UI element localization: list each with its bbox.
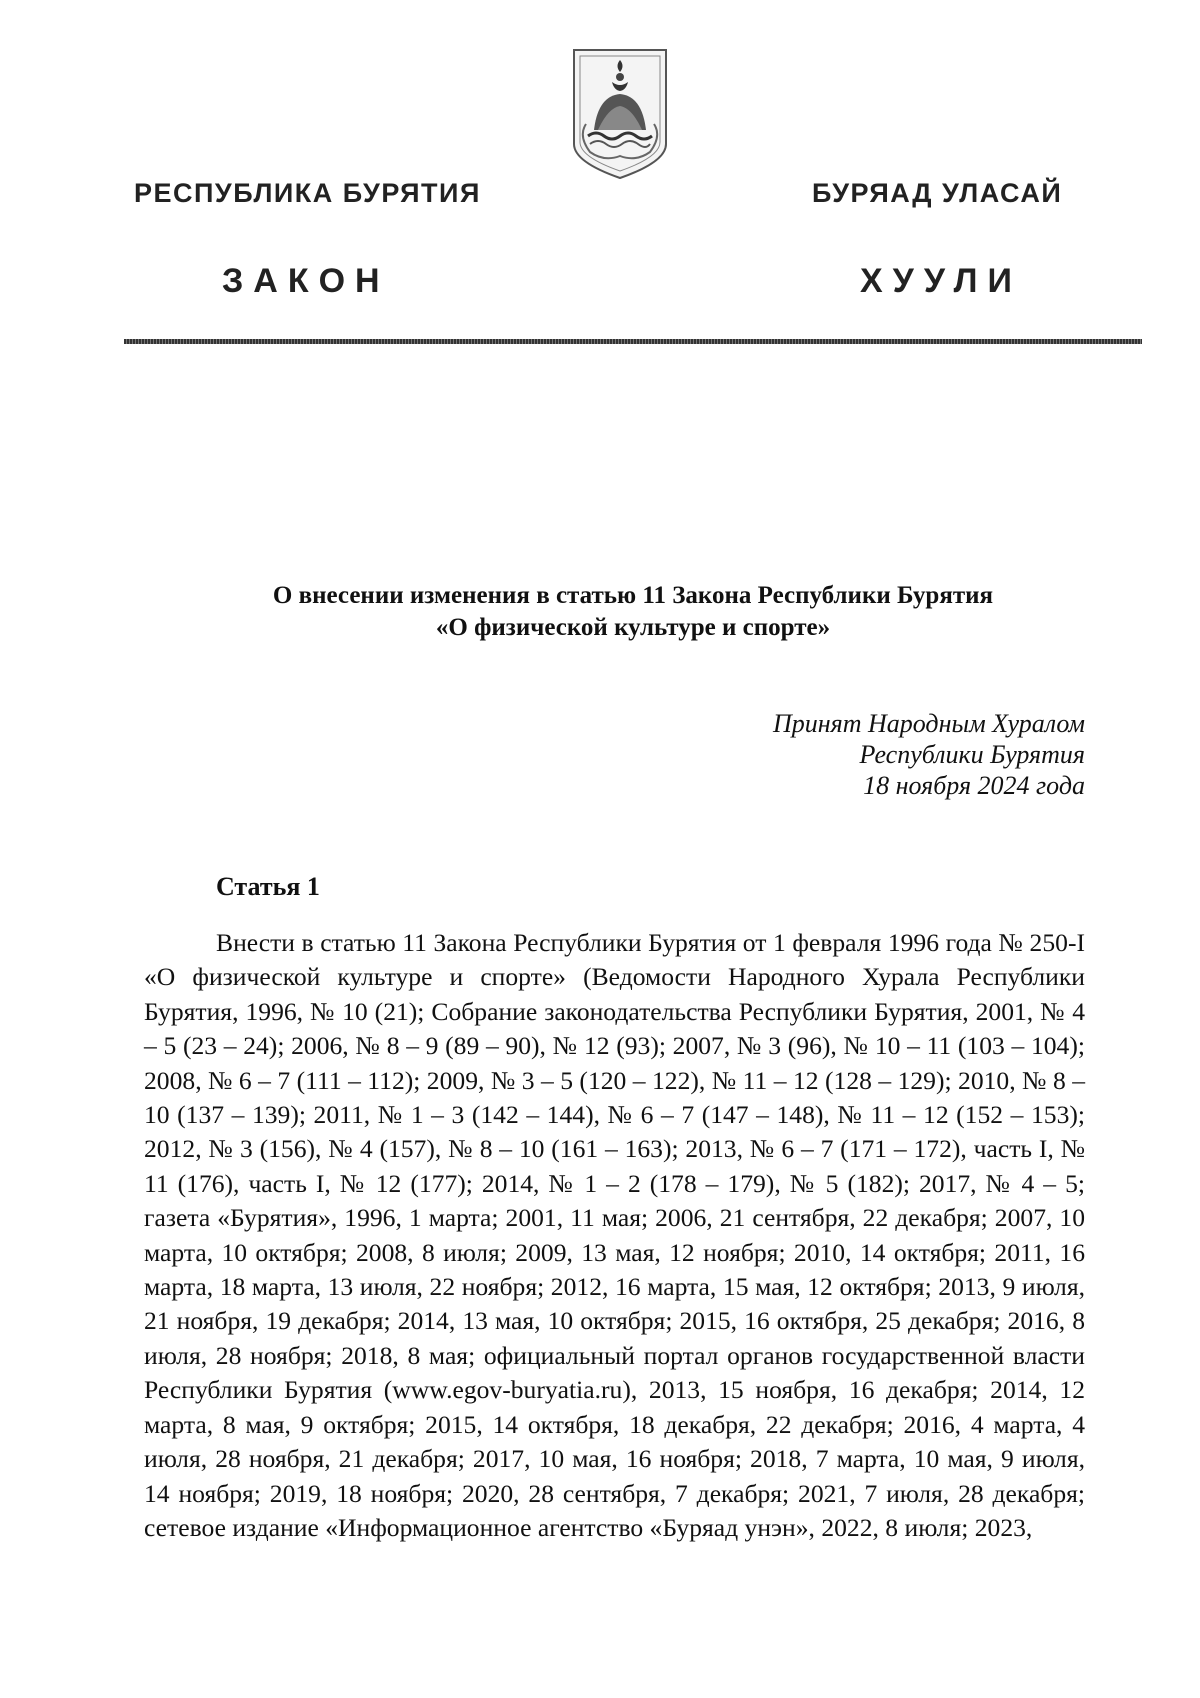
document-title-line-1: О внесении изменения в статью 11 Закона Республики Бурятия [272,582,994,609]
document-title [124,580,1142,644]
header-divider [124,339,1142,344]
article-body-text: Внести в статью 11 Закона Республики Бурятия от 1 февраля 1996 года № 250-I «О физической культуре и спорте» (Ведомости Народного Хурала Республики Бурятия, 1996, № 10 (21); Собрание законодательства Республики Бурятия, 2001, № 4 – 5 (23 – 24); 2006, № 8 – 9 (89 – 90), № 12 (93); 2007, № 3 (96), № 10 – 11 (103 – 104); 2008, № 6 – 7 (111 – 112); 2009, № 3 – 5 (120 – 122), № 11 – 12 (128 – 129); 2010, № 8 – 10 (137 – 139); 2011, № 1 – 3 (142 – 144), № 6 – 7 (147 – 148), № 11 – 12 (152 – 153); 2012, № 3 (156), № 4 (157), № 8 – 10 (161 – 163); 2013, № 6 – 7 (171 – 172), часть I, № 11 (176), часть I, № 12 (177); 2014, № 1 – 2 (178 – 179), № 5 (182); 2017, № 4 – 5; газета «Бурятия», 1996, 1 марта; 2001, 11 мая; 2006, 21 сентября, 22 декабря; 2007, 10 марта, 10 октября; 2008, 8 июля; 2009, 13 мая, 12 ноября; 2010, 14 октября; 2011, 16 марта, 18 марта, 13 июля, 22 ноября; 2012, 16 марта, 15 мая, 12 октября; 2013, 9 июля, 21 ноября, 19 декабря; 2014, 13 мая, 10 октября; 2015, 16 октября, 25 декабря; 2016, 8 июля, 28 ноября; 2018, 8 мая; официальный портал органов государственной власти Республики Бурятия (www.egov-buryatia.ru), 2013, 15 ноября, 16 декабря; 2014, 12 марта, 8 мая, 9 октября; 2015, 14 октября, 18 декабря, 22 декабря; 2016, 4 марта, 4 июля, 28 ноября, 21 декабря; 2017, 10 мая, 16 ноября; 2018, 7 марта, 10 мая, 9 июля, 14 ноября; 2019, 18 ноября; 2020, 28 сентября, 7 декабря; 2021, 7 июля, 28 декабря; сетевое издание «Информационное агентство «Буряад унэн», 2022, 8 июля; 2023, [144,928,1085,1542]
header-republic-bua: БУРЯАД УЛАСАЙ [812,178,1063,208]
document-title-line-2: «О физической культуре и спорте» [435,614,831,641]
adoption-line-2: Республики Бурятия [859,740,1085,769]
adoption-note [773,708,1085,801]
header-law-bua: ХУУЛИ [860,262,1022,300]
header-republic-ru: РЕСПУБЛИКА БУРЯТИЯ [134,178,481,208]
article-heading: Статья 1 [216,872,320,901]
coat-of-arms-emblem-icon [568,44,672,184]
adoption-line-1: Принят Народным Хуралом [772,709,1085,738]
header-law-ru: ЗАКОН [222,262,390,300]
adoption-date: 18 ноября 2024 года [863,771,1085,800]
